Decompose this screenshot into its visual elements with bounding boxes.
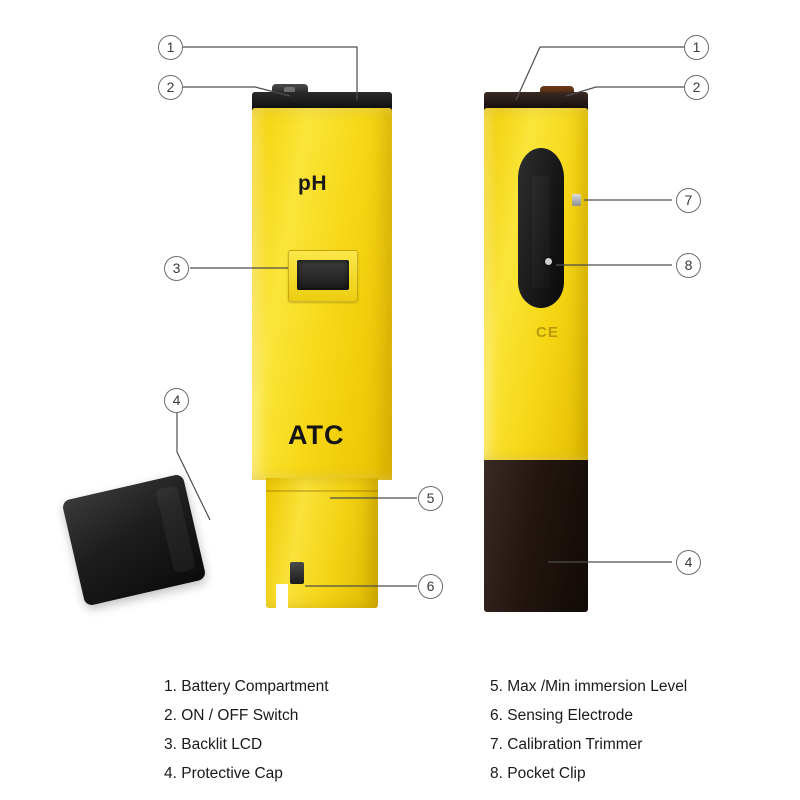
atc-label: ATC: [288, 420, 345, 450]
backlit-lcd: [288, 250, 358, 302]
callout-marker-6-front[interactable]: 6: [418, 574, 443, 599]
ce-mark: CE: [536, 324, 559, 341]
callout-marker-4-front[interactable]: 4: [164, 388, 189, 413]
legend-item: 4. Protective Cap: [164, 765, 283, 782]
callout-marker-3-front[interactable]: 3: [164, 256, 189, 281]
callout-marker-2-back[interactable]: 2: [684, 75, 709, 100]
callout-marker-2-front[interactable]: 2: [158, 75, 183, 100]
callout-marker-1-back[interactable]: 1: [684, 35, 709, 60]
legend-column-left: [164, 672, 329, 788]
legend: [0, 672, 800, 800]
callout-marker-7-back[interactable]: 7: [676, 188, 701, 213]
legend-item: 8. Pocket Clip: [490, 765, 586, 782]
legend-column-right: [490, 672, 687, 788]
callout-marker-4-back[interactable]: 4: [676, 550, 701, 575]
protective-cap-back: [484, 460, 588, 612]
callout-marker-1-front[interactable]: 1: [158, 35, 183, 60]
legend-item: 2. ON / OFF Switch: [164, 707, 299, 724]
electrode-gap: [276, 584, 288, 610]
sensing-electrode: [290, 562, 304, 584]
legend-item: 6. Sensing Electrode: [490, 707, 634, 724]
pocket-clip-rivet: [545, 258, 552, 265]
calibration-trimmer[interactable]: [572, 194, 581, 206]
pocket-clip-waist: [532, 176, 550, 288]
legend-item: 3. Backlit LCD: [164, 736, 263, 753]
max-min-immersion-level-line: [266, 490, 378, 492]
legend-item: 5. Max /Min immersion Level: [490, 678, 688, 695]
lcd-screen: [297, 260, 349, 290]
callout-marker-8-back[interactable]: 8: [676, 253, 701, 278]
callout-marker-5-front[interactable]: 5: [418, 486, 443, 511]
ph-label: pH: [298, 172, 327, 195]
protective-cap: [61, 473, 206, 606]
legend-item: 7. Calibration Trimmer: [490, 736, 643, 753]
legend-item: 1. Battery Compartment: [164, 678, 329, 695]
